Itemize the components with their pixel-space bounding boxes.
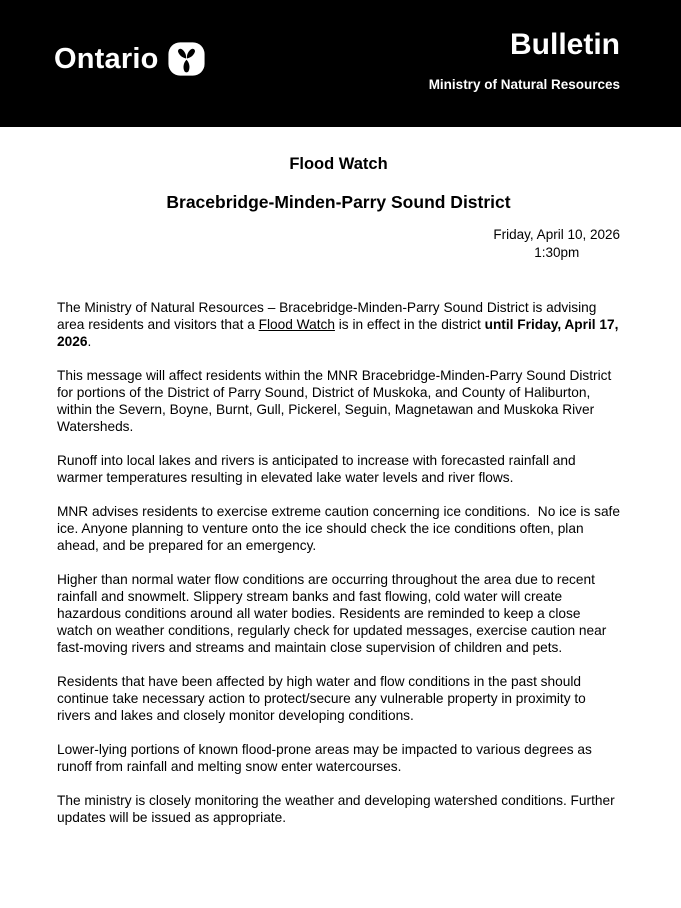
text-segment: Flood Watch: [258, 317, 335, 332]
body-paragraph: [57, 741, 620, 775]
text-segment: The ministry is closely monitoring the weather and developing watershed conditions. Further updates will be issued as appropriate.: [57, 793, 615, 825]
ontario-logo: [54, 42, 205, 76]
trillium-icon: [168, 42, 205, 76]
text-segment: This message will affect residents within the MNR Bracebridge-Minden-Parry Sound District for portions of the District of Parry Sound, District of Muskoka, and County of Haliburton, within the Severn, Boyne, Burnt, Gull, Pickerel, Seguin, Magnetawan and Muskoka River Watersheds.: [57, 368, 612, 434]
bulletin-label: Bulletin: [510, 28, 620, 61]
text-segment: until Friday, April 17, 2026: [57, 317, 619, 349]
body-paragraph: [57, 367, 620, 435]
text-segment: The Ministry of Natural Resources – Bracebridge-Minden-Parry Sound District is advising area residents and visitors that a: [57, 300, 597, 332]
text-segment: Residents that have been affected by high water and flow conditions in the past should continue take necessary action to protect/secure any vulnerable property in proximity to rivers and lakes and closely monitor developing conditions.: [57, 674, 586, 723]
text-segment: MNR advises residents to exercise extreme caution concerning ice conditions. No ice is safe ice. Anyone planning to venture onto the ice should check the ice conditions often, plan ahead, and be prepared for an emergency.: [57, 504, 620, 553]
body-paragraph: [57, 299, 620, 350]
body-paragraph: [57, 452, 620, 486]
document-subtitle: Bracebridge-Minden-Parry Sound District: [166, 192, 511, 212]
masthead: [0, 0, 681, 127]
document-title: Flood Watch: [289, 155, 388, 173]
body-paragraph: [57, 673, 620, 724]
ministry-label: Ministry of Natural Resources: [428, 77, 620, 92]
date-line: Friday, April 10, 2026: [493, 227, 620, 242]
body-paragraph: [57, 503, 620, 554]
ontario-wordmark: Ontario: [54, 42, 159, 75]
text-segment: Runoff into local lakes and rivers is anticipated to increase with forecasted rainfall and warmer temperatures resulting in elevated lake water levels and river flows.: [57, 453, 576, 485]
masthead-right: [429, 30, 620, 92]
time-line: 1:30pm: [534, 244, 580, 260]
date-block: [493, 226, 620, 261]
text-segment: is in effect in the district: [334, 317, 485, 332]
text-segment: Lower-lying portions of known flood-prone areas may be impacted to various degrees as runoff from rainfall and melting snow enter watercourses.: [57, 742, 592, 774]
text-segment: .: [87, 334, 92, 349]
text-segment: Higher than normal water flow conditions are occurring throughout the area due to recent rainfall and snowmelt. Slippery stream banks and fast flowing, cold water will create hazardous conditions around all water bodies. Residents are reminded to keep a close watch on weather conditions, regularly check for updated messages, exercise caution near fast-moving rivers and streams and maintain close supervision of children and pets.: [57, 572, 607, 655]
document-body: [0, 155, 681, 826]
body-paragraph: [57, 571, 620, 656]
paragraph-container: [57, 299, 620, 826]
body-paragraph: [57, 792, 620, 826]
